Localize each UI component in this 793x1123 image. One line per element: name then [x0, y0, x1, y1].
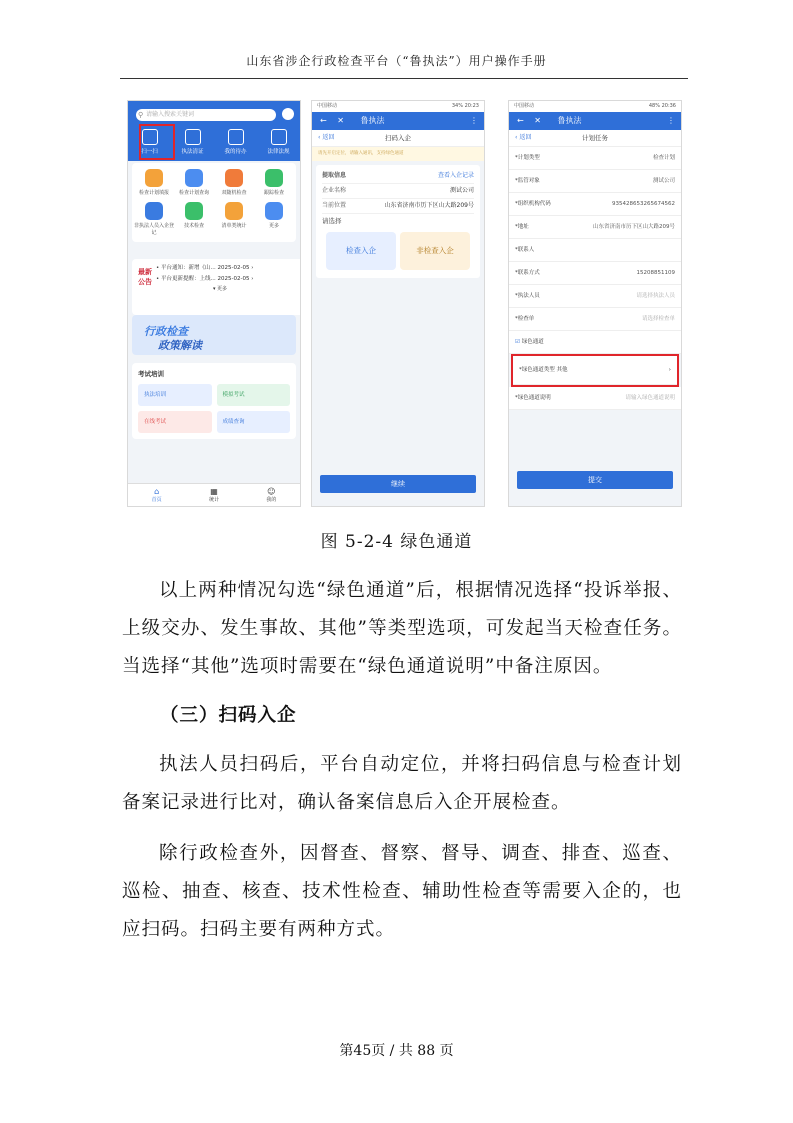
- back-link[interactable]: ‹ 返回: [515, 134, 532, 141]
- paragraph: 除行政检查外，因督查、督察、督导、调查、排查、巡查、巡检、抽查、核查、技术性检查、辅助性检查等需要入企的，也应扫码。扫码主要有两种方式。: [122, 843, 682, 940]
- green-type-select[interactable]: *绿色通道类型 其他 ›: [513, 356, 677, 385]
- grid-item-more[interactable]: 更多: [254, 202, 294, 236]
- field-label: 当前位置: [322, 202, 347, 209]
- training-button[interactable]: 执法培训: [138, 384, 212, 406]
- form-row[interactable]: *组织机构代码 9354286532656745​62: [509, 193, 681, 216]
- back-arrow-icon[interactable]: ←: [517, 116, 524, 125]
- random-icon: [225, 169, 243, 187]
- tech-icon: [185, 202, 203, 220]
- license-button[interactable]: 执法清证: [175, 129, 211, 155]
- status-bar: 中国移动 48% 20:36: [509, 101, 681, 112]
- back-arrow-icon[interactable]: ←: [320, 116, 327, 125]
- form-row[interactable]: *执法人员 请选择执法人员: [509, 285, 681, 308]
- tab-mine[interactable]: ☺ 我的: [266, 487, 277, 503]
- close-icon[interactable]: ✕: [337, 116, 344, 125]
- banner-title: 行政检查: [144, 325, 188, 338]
- notice-bar: 请先开启定位，请输入通讯，支持绿色通道: [312, 147, 484, 161]
- back-link[interactable]: ‹ 返回: [318, 134, 335, 141]
- status-bar: 中国移动 34% 20:23: [312, 101, 484, 112]
- app-bar: [509, 112, 681, 130]
- refresh-icon: [228, 129, 244, 145]
- field-value: 山东省济南市历下区山大路209号: [384, 202, 474, 209]
- score-query-button[interactable]: 成绩查询: [217, 411, 291, 433]
- todo-button[interactable]: 我的待办: [218, 129, 254, 155]
- form-row[interactable]: *计划类型 检查计划: [509, 147, 681, 170]
- scan-button[interactable]: 扫一扫: [132, 129, 168, 155]
- screenshot-home: [127, 100, 301, 507]
- page-header: 山东省涉企行政检查平台（“鲁执法”）用户操作手册: [246, 54, 547, 68]
- view-record-link[interactable]: 查看入企记录: [437, 172, 474, 179]
- banner-subtitle: 政策解读: [158, 339, 202, 352]
- header-divider: [120, 78, 688, 79]
- grid-item-plan-query[interactable]: 检查计划查询: [174, 169, 214, 196]
- chevron-right-icon: ›: [668, 367, 671, 373]
- function-grid: [132, 163, 296, 242]
- sub-header: [312, 130, 484, 147]
- grid-item-random-check[interactable]: 双随机检查: [214, 169, 254, 196]
- close-icon[interactable]: ✕: [534, 116, 541, 125]
- form-row[interactable]: *地址 山东省济南市历下区山大路209号: [509, 216, 681, 239]
- continue-button[interactable]: 继续: [320, 475, 476, 493]
- grid-item-list-stats[interactable]: 清单类统计: [214, 202, 254, 236]
- green-desc-field[interactable]: *绿色通道说明 请输入绿色通道说明: [509, 387, 681, 410]
- user-icon: ☺: [267, 487, 276, 496]
- figure-caption: 图 5-2-4 绿色通道: [320, 532, 473, 552]
- grid-item-plan-fill[interactable]: 检查计划填报: [134, 169, 174, 196]
- badge-icon: [185, 129, 201, 145]
- search-input[interactable]: [136, 109, 276, 121]
- form-row[interactable]: *检查单 请选择检查单: [509, 308, 681, 331]
- screenshot-plan-task: [508, 100, 682, 507]
- avatar[interactable]: [282, 108, 294, 120]
- search-icon: ⚲: [138, 111, 144, 119]
- app-bar: [312, 112, 484, 130]
- check-entry-option[interactable]: 检查入企: [326, 232, 396, 270]
- choose-label: 请选择: [322, 217, 342, 225]
- home-icon: ⌂: [154, 487, 160, 496]
- tab-home[interactable]: ⌂ 首页: [151, 487, 162, 503]
- screenshot-scan-entry: [311, 100, 485, 507]
- form-row[interactable]: *联系方式 15208851109: [509, 262, 681, 285]
- news-item[interactable]: • 平台通知：新增《山... 2025-02-05 ›: [156, 265, 254, 271]
- page-title: 扫码入企: [385, 134, 411, 142]
- page-title: 计划任务: [582, 134, 608, 142]
- grid-item-nonofficer-entry[interactable]: 非执法人员入企登记: [134, 202, 174, 236]
- exam-title: 考试培训: [138, 370, 164, 378]
- form-row[interactable]: *联系人: [509, 239, 681, 262]
- grid-item-tech-check[interactable]: 技术检查: [174, 202, 214, 236]
- field-label: 企业名称: [322, 187, 347, 194]
- submit-button[interactable]: 提交: [517, 471, 673, 489]
- noncheck-entry-option[interactable]: 非检查入企: [400, 232, 470, 270]
- section-title: 提取信息: [322, 172, 347, 179]
- green-type-highlight-box: [511, 354, 679, 387]
- more-link[interactable]: ▾ 更多: [212, 286, 228, 292]
- online-exam-button[interactable]: 在线考试: [138, 411, 212, 433]
- announcement-card: [132, 259, 301, 315]
- paragraph: 以上两种情况勾选“绿色通道”后，根据情况选择“投诉举报、上级交办、发生事故、其他”等类型选项，可发起当天检查任务。当选择“其他”选项时需要在“绿色通道说明”中备注原因。: [122, 580, 682, 677]
- query-icon: [185, 169, 203, 187]
- app-title: 鲁执法: [557, 116, 582, 125]
- exam-card: [132, 363, 296, 439]
- sub-header: [509, 130, 681, 147]
- policy-banner[interactable]: [132, 315, 296, 355]
- track-icon: [265, 169, 283, 187]
- checkbox-icon: ☑: [515, 339, 520, 345]
- mock-exam-button[interactable]: 模拟考试: [217, 384, 291, 406]
- paragraph: 执法人员扫码后，平台自动定位，并将扫码信息与检查计划备案记录进行比对，确认备案信息后入企开展检查。: [122, 754, 682, 813]
- more-icon: [265, 202, 283, 220]
- grid-icon: ▦: [210, 487, 218, 496]
- book-icon: [271, 129, 287, 145]
- bottom-tab-bar: [128, 483, 300, 506]
- more-menu-icon[interactable]: ⋮: [667, 116, 675, 125]
- info-panel: [316, 165, 480, 278]
- stats-icon: [225, 202, 243, 220]
- entry-icon: [145, 202, 163, 220]
- plan-icon: [145, 169, 163, 187]
- tab-stats[interactable]: ▦ 统计: [208, 487, 219, 503]
- announcement-label: 最新公告: [138, 268, 152, 286]
- app-title: 鲁执法: [360, 116, 385, 125]
- form-row[interactable]: *监管对象 测试公司: [509, 170, 681, 193]
- page-footer: 第45页 / 共 88 页: [339, 1043, 454, 1059]
- scan-highlight-box: [139, 124, 175, 160]
- law-button[interactable]: 法律法规: [261, 129, 297, 155]
- field-value: 测试公司: [449, 187, 474, 194]
- search-placeholder: 请输入搜索关键词: [146, 111, 195, 118]
- section-heading: （三）扫码入企: [160, 705, 297, 726]
- grid-item-follow-check[interactable]: 跟踪检查: [254, 169, 294, 196]
- green-channel-checkbox[interactable]: ☑ 绿色通道: [509, 331, 681, 354]
- more-menu-icon[interactable]: ⋮: [470, 116, 478, 125]
- news-item[interactable]: • 平台更新提醒：上线... 2025-02-05 ›: [156, 276, 254, 282]
